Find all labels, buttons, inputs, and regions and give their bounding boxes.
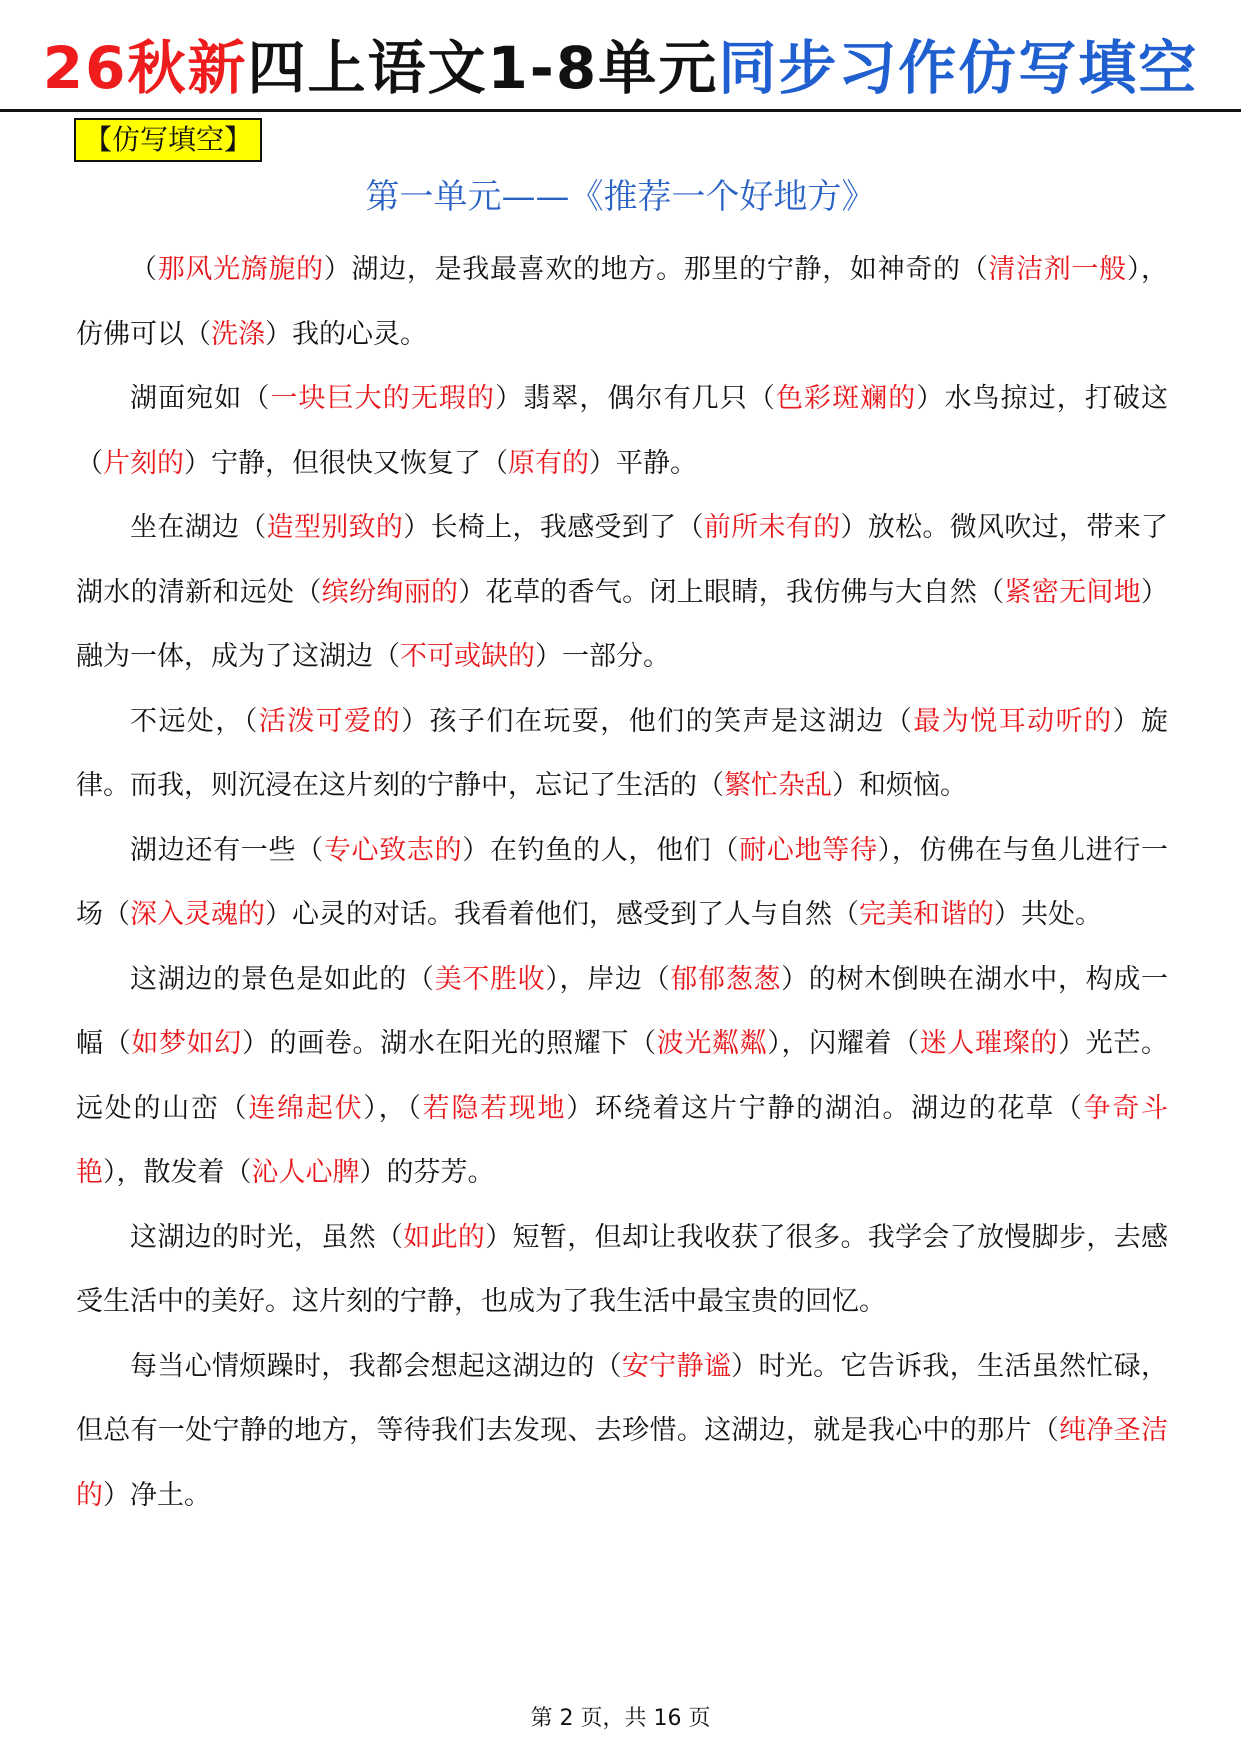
fill-answer: 色彩斑斓的 [775,383,917,414]
fill-answer: 繁忙杂乱 [724,770,832,801]
paragraph [76,238,1168,367]
fill-answer: 洗涤 [211,318,265,350]
title-part-1: 26秋新 [42,34,248,102]
fill-answer: 一块巨大的无瑕的 [270,383,496,414]
fill-answer: 耐心地等待 [739,834,878,866]
fill-answer: 前所未有的 [703,512,841,543]
fill-answer: 造型别致的 [266,512,404,543]
paragraph-text: ）一部分。 [535,641,670,672]
title-part-3: 同步习作仿写填空 [718,34,1199,102]
paragraph-text: ）短暂，但却让我收获了很多。我学会了放慢脚步，去感受生活中的美好。这片刻的宁静，也成为了我生活中最宝贵的回忆。 [76,1221,1169,1317]
paragraph-text: ）翡翠，偶尔有几只（ [495,383,776,414]
fill-answer: 深入灵魂的 [130,899,265,930]
fill-answer: 如梦如幻 [131,1028,242,1059]
paragraph-text: ）长椅上，我感受到了（ [403,512,704,543]
paragraph-text: ）心灵的对话。我看着他们，感受到了人与自然（ [265,899,859,930]
fill-answer: 专心致志的 [323,834,463,866]
fill-answer: 美不胜收 [434,963,546,995]
paragraph-text: ）湖边，是我最喜欢的地方。那里的宁静，如神奇的（ [323,254,989,285]
paragraph-text: ）共处。 [994,899,1102,930]
section-title: 第一单元——《推荐一个好地方》 [365,177,876,217]
paragraph-text: ）我的心灵。 [265,318,427,350]
fill-answer: 完美和谐的 [859,899,994,930]
article-body [76,238,1168,1528]
fill-answer: 那风光旖旎的 [157,254,324,285]
fill-answer: 缤纷绚丽的 [321,576,459,608]
paragraph-text: ），仿佛可以（ [76,254,1169,350]
fill-answer: 活泼可爱的 [258,705,402,737]
paragraph-text: ）孩子们在玩耍，他们的笑声是这湖边（ [401,705,914,737]
paragraph-text: ）旋律。而我，则沉浸在这片刻的宁静中，忘记了生活的（ [76,705,1169,801]
paragraph-text: ）融为一体，成为了这湖边（ [76,576,1169,672]
fill-answer: 片刻的 [103,447,184,479]
paragraph-text: 不远处，（ [130,705,259,737]
paragraph-text: ），散发着（ [103,1157,252,1188]
paragraph-text: ）宁静，但很快又恢复了（ [184,447,508,479]
header-divider [0,109,1241,112]
section-tag: 【仿写填空】 [74,118,262,162]
fill-answer: 安宁静谧 [621,1350,732,1382]
fill-answer: 若隐若现地 [422,1092,567,1124]
fill-answer: 不可或缺的 [400,641,535,672]
paragraph-text: （ [130,254,158,285]
paragraph-text: 湖边还有一些（ [130,834,324,866]
paragraph [76,367,1168,496]
paragraph-text: ）平静。 [589,447,697,479]
paragraph [76,690,1168,819]
fill-answer: 纯净圣洁的 [76,1415,1169,1511]
fill-answer: 原有的 [508,447,589,479]
paragraph-text: ）环绕着这片宁静的湖泊。湖边的花草（ [566,1092,1084,1124]
paragraph-text: ）花草的香气。闭上眼睛，我仿佛与大自然（ [458,576,1005,608]
paragraph [76,1335,1168,1529]
document-title [0,28,1241,108]
fill-answer: 如此的 [403,1221,486,1253]
paragraph-text: ）和烦恼。 [832,770,967,801]
paragraph-text: 每当心情烦躁时，我都会想起这湖边的（ [130,1350,622,1382]
paragraph-text: ）光芒。远处的山峦（ [76,1028,1169,1124]
fill-answer: 最为悦耳动听的 [913,705,1113,737]
paragraph-text: 湖面宛如（ [130,383,271,414]
paragraph [76,496,1168,690]
paragraph [76,819,1168,948]
paragraph-text: ），仿佛在与鱼儿进行一场（ [76,834,1169,930]
fill-answer: 紧密无间地 [1004,576,1142,608]
paragraph-text: ）的芬芳。 [359,1157,495,1188]
paragraph [76,1206,1168,1335]
page-number: 第 2 页，共 16 页 [530,1706,711,1731]
paragraph-text: ），（ [363,1092,423,1124]
fill-answer: 争奇斗艳 [76,1092,1169,1188]
paragraph-text: ）放松。微风吹过，带来了湖水的清新和远处（ [76,512,1169,608]
title-part-2: 四上语文1-8单元 [247,34,719,102]
paragraph-text: 这湖边的景色是如此的（ [130,963,435,995]
paragraph-text: ），岸边（ [545,963,671,995]
paragraph-text: ）的画卷。湖水在阳光的照耀下（ [241,1028,657,1059]
fill-answer: 连绵起伏 [248,1092,364,1124]
paragraph [76,948,1168,1206]
fill-answer: 沁人心脾 [251,1157,360,1188]
paragraph-text: ），闪耀着（ [767,1028,920,1059]
paragraph-text: 这湖边的时光，虽然（ [130,1221,404,1253]
fill-answer: 郁郁葱葱 [670,963,782,995]
fill-answer: 波光粼粼 [656,1028,768,1059]
paragraph-text: 坐在湖边（ [130,512,267,543]
paragraph-text: ）水鸟掠过，打破这（ [76,383,1169,479]
paragraph-text: ）时光。它告诉我，生活虽然忙碌，但总有一处宁静的地方，等待我们去发现、去珍惜。这湖边，就是我心中的那片（ [76,1350,1169,1446]
fill-answer: 清洁剂一般 [988,254,1127,285]
paragraph-text: ）的树木倒映在湖水中，构成一幅（ [76,963,1169,1059]
paragraph-text: ）净土。 [103,1479,211,1511]
paragraph-text: ）在钓鱼的人，他们（ [462,834,740,866]
fill-answer: 迷人璀璨的 [919,1028,1059,1059]
